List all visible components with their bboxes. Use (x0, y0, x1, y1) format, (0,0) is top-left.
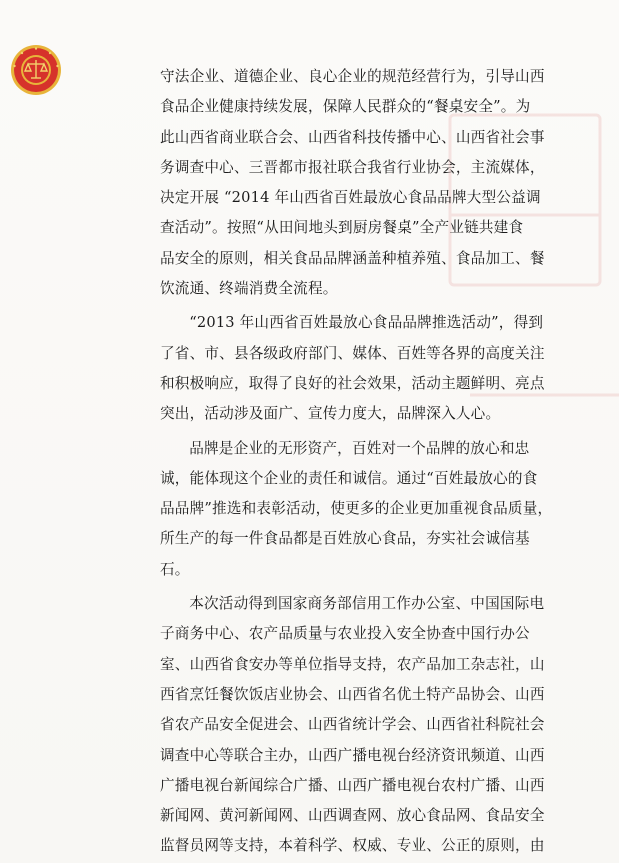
text-line: 本次活动得到国家商务部信用工作办公室、中国国际电 (189, 595, 545, 613)
text-line: 广播电视台新闻综合广播、山西广播电视台农村广播、山西 (160, 776, 545, 794)
text-line: 品牌是企业的无形资产，百姓对一个品牌的放心和忠 (189, 439, 530, 457)
text-line: 查活动”。按照“从田间地头到厨房餐桌”全产业链共建食 (160, 219, 524, 237)
paragraph-3 (160, 434, 580, 585)
text-line: 和积极响应，取得了良好的社会效果，活动主题鲜明、亮点 (160, 374, 545, 392)
text-line: “2013 年山西省百姓最放心食品品牌推选活动”，得到 (189, 314, 544, 332)
text-line: 省农产品安全促进会、山西省统计学会、山西省社科院社会 (160, 716, 545, 734)
scales-emblem-icon (10, 44, 62, 96)
text-line: 诚，能体现这个企业的责任和诚信。通过“百姓最放心的食 (160, 469, 538, 487)
text-line: 此山西省商业联合会、山西省科技传播中心、山西省社会事 (160, 128, 545, 146)
text-line: 了省、市、县各级政府部门、媒体、百姓等各界的高度关注 (160, 344, 545, 362)
text-line: 所生产的每一件食品都是百姓放心食品，夯实社会诚信基 (160, 530, 530, 548)
text-line: 新闻网、黄河新闻网、山西调查网、放心食品网、食品安全 (160, 807, 545, 825)
text-line: 品品牌”推选和表彰活动，使更多的企业更加重视食品质量， (160, 500, 553, 518)
text-line: 饮流通、终端消费全流程。 (160, 280, 338, 298)
text-line: 品安全的原则，相关食品品牌涵盖种植养殖、食品加工、餐 (160, 249, 545, 267)
paragraph-1 (160, 62, 580, 304)
text-line: 西省烹饪餐饮饭店业协会、山西省名优土特产品协会、山西 (160, 685, 545, 703)
text-line: 食品企业健康持续发展，保障人民群众的“餐桌安全”。为 (160, 98, 531, 116)
text-line: 石。 (160, 560, 190, 578)
paragraph-2 (160, 308, 580, 429)
text-line: 突出，活动涉及面广、宣传力度大，品牌深入人心。 (160, 405, 501, 423)
paragraph-4 (160, 589, 580, 862)
text-line: 子商务中心、农产品质量与农业投入安全协查中国行办公 (160, 625, 530, 643)
body-text (160, 62, 580, 862)
text-line: 决定开展 “2014 年山西省百姓最放心食品品牌大型公益调 (160, 189, 541, 207)
text-line: 调查中心等联合主办，山西广播电视台经济资讯频道、山西 (160, 746, 545, 764)
text-line: 室、山西省食安办等单位指导支持，农产品加工杂志社，山 (160, 655, 545, 673)
text-line: 监督员网等支持，本着科学、权威、专业、公正的原则，由 (160, 837, 545, 855)
text-line: 守法企业、道德企业、良心企业的规范经营行为，引导山西 (160, 68, 545, 85)
text-line: 务调查中心、三晋都市报社联合我省行业协会，主流媒体， (160, 158, 545, 176)
